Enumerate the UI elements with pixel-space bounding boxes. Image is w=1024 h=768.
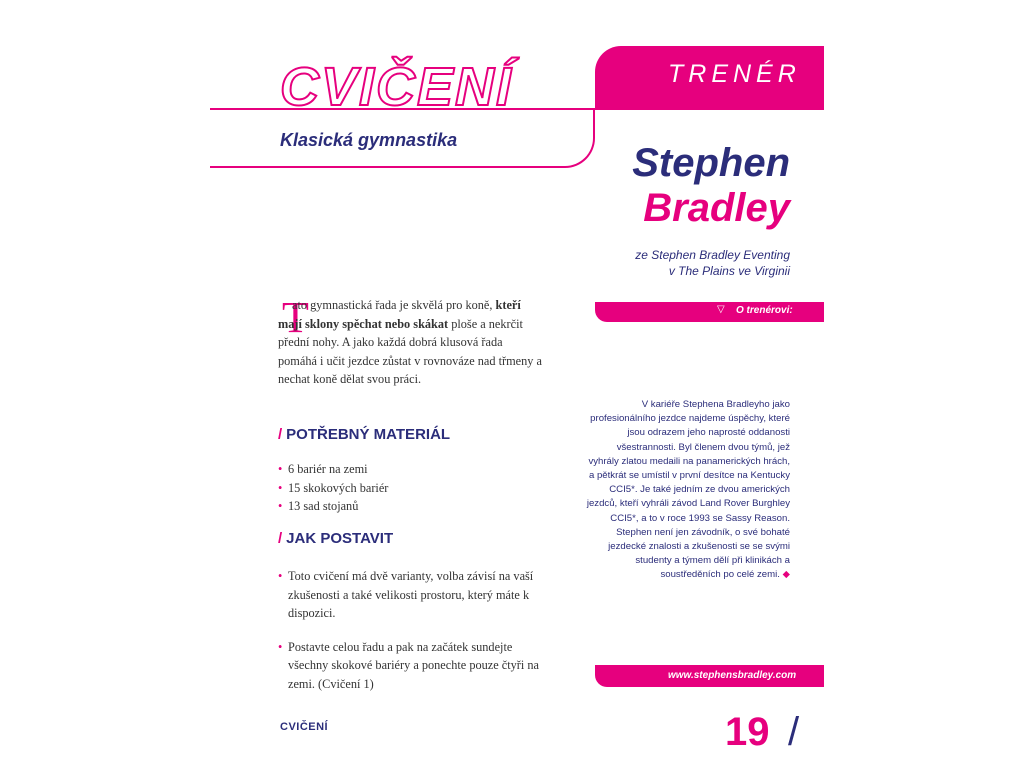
materials-list: [278, 460, 538, 516]
intro-text-a: ato gymnastická řada je skvělá pro koně,: [292, 298, 496, 312]
triangle-down-icon: ▽: [717, 304, 725, 315]
page-number: 19: [725, 710, 770, 754]
list-item: • 13 sad stojanů: [278, 497, 538, 516]
list-item: • 15 skokových bariér: [278, 479, 538, 498]
footer-section: CVIČENÍ: [280, 721, 329, 733]
page-slash: /: [788, 710, 800, 754]
article-intro: [278, 293, 543, 389]
section-title: CVIČENÍ: [280, 57, 514, 117]
trainer-affiliation-line2: v The Plains ve Virginii: [668, 264, 790, 278]
intro-text-b: ploše a nekrčit přední nohy. A jako každá dobrá klusová řada pomáhá i učit jezdce zůstat v rovnováze nad třmeny a nechat koně dělat svou práci.: [278, 316, 542, 386]
trainer-first-name: Stephen: [632, 141, 790, 185]
trainer-bio: [585, 398, 790, 583]
build-steps-list: [278, 567, 540, 708]
intro-bold: kteří mají sklony spěchat nebo skákat: [278, 298, 521, 331]
diamond-icon: ◆: [782, 569, 790, 581]
trainer-affiliation-line1: ze Stephen Bradley Eventing: [635, 248, 790, 262]
list-item: • Postavte celou řadu a pak na začátek sundejte všechny skokové bariéry a ponechte pouze čtyři na zemi. (Cvičení 1): [278, 638, 540, 694]
bio-text: V kariéře Stephena Bradleyho jako profesionálního jezdce najdeme úspěchy, které jsou odrazem jeho naprosté oddanosti všestrannosti. Byl členem dvou týmů, jež vyhrály zlatou medaili na panamerických hrách, a pětkrát se umístil v první desítce na Kentucky CCI5*. Je také jedním ze dvou amerických jezdců, kteří vyhráli závod Land Rover Burghley CCI5*, a to v roce 1993 se Sassy Reason. Stephen není jen závodník, o své bohaté jezdecké znalosti a zkušenosti se se svými studenty a týmem dělí při klinikách a soustředěních po celé zemi.: [586, 399, 790, 581]
drop-cap: T: [282, 293, 309, 342]
trainer-label: TRENÉR: [668, 60, 801, 88]
list-item: • Toto cvičení má dvě varianty, volba závisí na vaší zkušenosti a také velikosti prostoru, který máte k dispozici.: [278, 567, 540, 623]
build-heading: / JAK POSTAVIT: [278, 530, 394, 547]
trainer-last-name: Bradley: [643, 186, 790, 230]
about-label: O trenérovi:: [736, 305, 793, 316]
heading-slash: /: [278, 530, 283, 547]
materials-heading: / POTŘEBNÝ MATERIÁL: [278, 426, 451, 443]
heading-slash: /: [278, 426, 283, 443]
website-link[interactable]: www.stephensbradley.com: [668, 670, 797, 681]
list-item: • 6 bariér na zemi: [278, 460, 538, 479]
article-subtitle: Klasická gymnastika: [280, 130, 458, 150]
